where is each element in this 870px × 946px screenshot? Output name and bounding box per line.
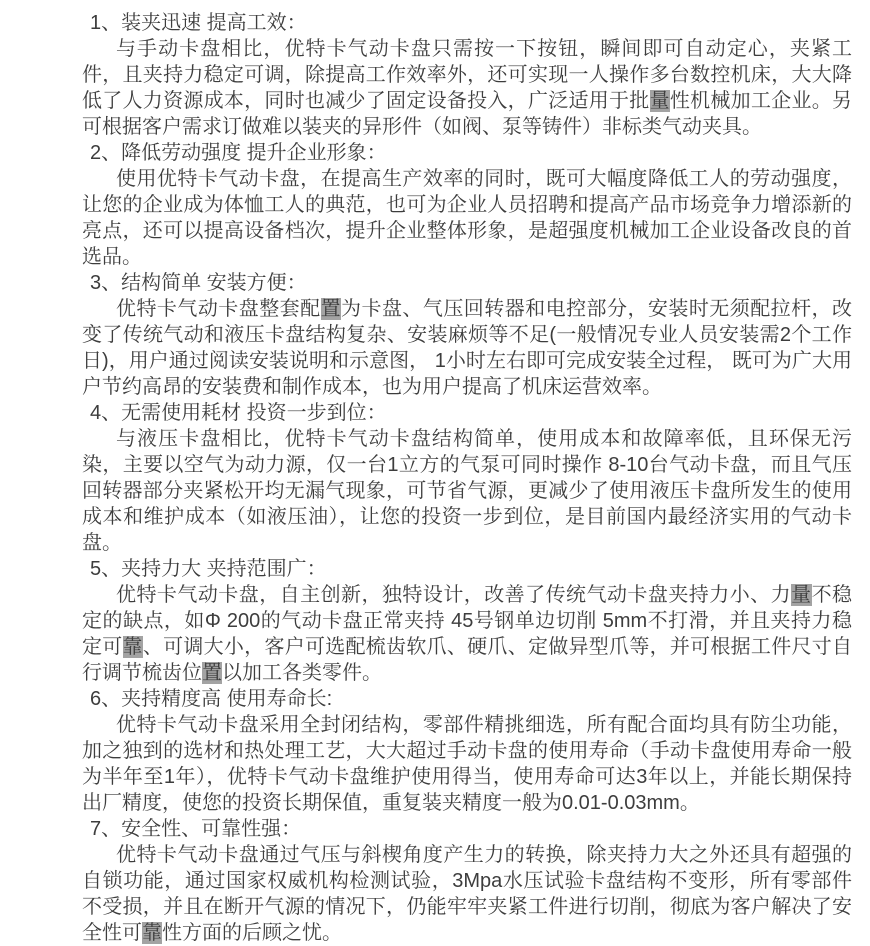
- section-5-heading: [90, 556, 852, 582]
- section-2-paragraph: [82, 166, 852, 270]
- section-title: 夹持精度高 使用寿命长:: [121, 688, 333, 710]
- section-6-heading: [90, 686, 852, 712]
- highlighted-char: 靠: [122, 636, 143, 658]
- section-number: 5、: [90, 558, 122, 580]
- highlighted-char: 量: [649, 90, 670, 112]
- section-title: 装夹迅速 提高工效：: [121, 12, 307, 34]
- text-run: 、可调大小，客户可选配梳齿软爪、硬爪、定做异型爪等，并可根据工件尺寸自行调节梳齿位: [82, 636, 853, 684]
- section-1-heading: [90, 10, 852, 36]
- section-6-paragraph: [82, 712, 852, 816]
- section-2-heading: [90, 140, 852, 166]
- section-3-paragraph: [82, 296, 852, 400]
- section-number: 4、: [90, 402, 122, 424]
- text-run: 以加工各类零件。: [222, 662, 382, 684]
- text-run: 优特卡气动卡盘，自主创新，独特设计，改善了传统气动卡盘夹持力小、力: [116, 584, 792, 606]
- text-run: 与手动卡盘相比，优特卡气动卡盘只需按一下按钮，瞬间即可自动定心，夹紧工件，且夹持力稳定可调，除提高工作效率外，还可实现一人操作多台数控机床，大大降低了人力资源成本，同时也减少了固定设备投入，广泛适用于批: [82, 38, 852, 112]
- section-4-heading: [90, 400, 852, 426]
- section-7-paragraph: [82, 842, 852, 946]
- text-run: 性方面的后顾之忧。: [162, 922, 342, 944]
- section-title: 结构简单 安装方便：: [121, 272, 307, 294]
- text-run: 使用优特卡气动卡盘，在提高生产效率的同时，既可大幅度降低工人的劳动强度，让您的企业成为体恤工人的典范，也可为企业人员招聘和提高产品市场竞争力增添新的亮点，还可以提高设备档次，提升企业整体形象，是超强度机械加工企业设备改良的首选品。: [82, 168, 852, 268]
- section-title: 降低劳动强度 提升企业形象：: [121, 142, 387, 164]
- text-run: 不稳定的缺点，如Φ 200的气动卡盘正常夹持 45号钢单边切削 5mm不打滑，并且夹持力稳定可: [82, 584, 853, 658]
- text-run: 优特卡气动卡盘整套配: [116, 298, 321, 320]
- section-number: 1、: [90, 12, 122, 34]
- text-run: 与液压卡盘相比，优特卡气动卡盘结构简单，使用成本和故障率低，且环保无污染，主要以空气为动力源，仅一台1立方的气泵可同时操作 8-10台气动卡盘，而且气压回转器部分夹紧松开均无漏气现象，可节省气源，更减少了使用液压卡盘所发生的使用成本和维护成本（如液压油），让您的投资一步到位，是目前国内最经济实用的气动卡盘。: [82, 428, 852, 554]
- highlighted-char: 置: [320, 298, 342, 320]
- section-title: 安全性、可靠性强：: [121, 818, 302, 840]
- section-number: 6、: [90, 688, 122, 710]
- section-number: 3、: [90, 272, 122, 294]
- section-4-paragraph: [82, 426, 852, 556]
- section-1-paragraph: [82, 36, 852, 140]
- highlighted-char: 靠: [142, 922, 162, 944]
- highlighted-char: 置: [202, 662, 222, 684]
- section-5-paragraph: [82, 582, 852, 686]
- text-run: 优特卡气动卡盘采用全封闭结构，零部件精挑细选，所有配合面均具有防尘功能，加之独到的选材和热处理工艺，大大超过手动卡盘的使用寿命（手动卡盘使用寿命一般为半年至1年），优特卡气动卡盘维护使用得当，使用寿命可达3年以上，并能长期保持出厂精度，使您的投资长期保值，重复装夹精度一般为0.01-0.03mm。: [82, 714, 852, 814]
- text-run: 优特卡气动卡盘通过气压与斜楔角度产生力的转换，除夹持力大之外还具有超强的自锁功能，通过国家权威机构检测试验，3Mpa水压试验卡盘结构不变形，所有零部件不受损，并且在断开气源的情况下，仍能牢牢夹紧工件进行切削，彻底为客户解决了安全性可: [82, 844, 852, 944]
- highlighted-char: 量: [791, 584, 812, 606]
- section-number: 7、: [90, 818, 122, 840]
- text-run: 性机械加工企业。另可根据客户需求订做难以装夹的异形件（如阀、泵等铸件）非标类气动夹具。: [82, 90, 853, 138]
- section-number: 2、: [90, 142, 122, 164]
- section-title: 无需使用耗材 投资一步到位：: [121, 402, 387, 424]
- section-3-heading: [90, 270, 852, 296]
- section-title: 夹持力大 夹持范围广：: [121, 558, 327, 580]
- section-7-heading: [90, 816, 852, 842]
- text-run: 为卡盘、气压回转器和电控部分，安装时无须配拉杆，改变了传统气动和液压卡盘结构复杂、安装麻烦等不足(一般情况专业人员安装需2个工作日)，用户通过阅读安装说明和示意图， 1小时左右即可完成安装全过程， 既可为广大用户节约高昂的安装费和制作成本，也为用户提高了机床运营效率。: [82, 298, 853, 398]
- sections-container: [82, 10, 852, 946]
